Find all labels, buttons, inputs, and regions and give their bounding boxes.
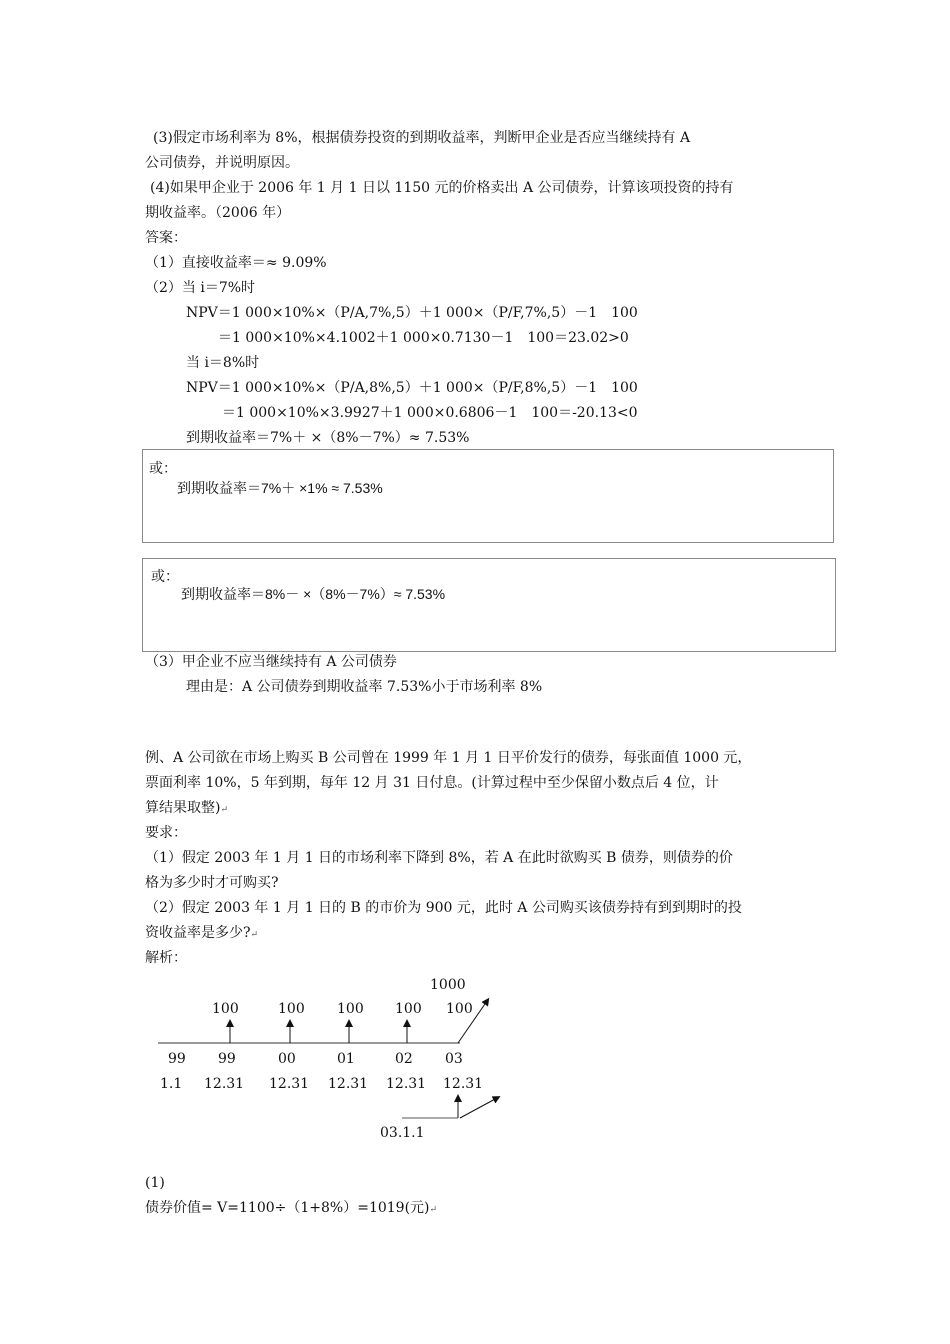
npv-8-formula: NPV＝1 000×10%×（P/A,8%,5）＋1 000×（P/F,8%,5）－1 100 [186, 380, 638, 396]
solution-1-label: (1) [145, 1175, 165, 1191]
answer-2: （2）当 i＝7%时 [145, 280, 256, 296]
requirements-label: 要求： [145, 825, 187, 841]
alt-formula-box-2 [142, 558, 836, 652]
question-4-cont: 期收益率。（2006 年） [145, 205, 291, 221]
year-label: 02 [395, 1051, 413, 1067]
example-line-1: 例、A 公司欲在市场上购买 B 公司曾在 1999 年 1 月 1 日平价发行的债券，每张面值 1000 元， [145, 750, 752, 766]
requirement-1: （1）假定 2003 年 1 月 1 日的市场利率下降到 8%，若 A 在此时欲购买 B 债券，则债券的价 [145, 850, 733, 866]
ytm-alt-formula-1: 到期收益率＝7%＋ ×1% ≈ 7.53% [177, 480, 383, 496]
question-3: (3)假定市场利率为 8%，根据债券投资的到期收益率，判断甲企业是否应当继续持有 A [153, 130, 691, 146]
purchase-arrow-2 [460, 1098, 497, 1118]
coupon-label: 100 [278, 1001, 305, 1017]
coupon-label: 100 [446, 1001, 473, 1017]
date-label: 12.31 [269, 1076, 310, 1092]
rate-8-label: 当 i＝8%时 [186, 355, 260, 371]
requirement-1-cont: 格为多少时才可购买? [145, 875, 279, 891]
requirement-2: （2）假定 2003 年 1 月 1 日的 B 的市价为 900 元，此时 A 公司购买该债券持有到到期时的投 [145, 900, 742, 916]
date-label: 12.31 [386, 1076, 427, 1092]
date-label: 12.31 [328, 1076, 369, 1092]
coupon-label: 100 [212, 1001, 239, 1017]
question-3-cont: 公司债券，并说明原因。 [145, 155, 299, 171]
example-line-3: 算结果取整)↵ [145, 800, 229, 816]
year-label: 01 [337, 1051, 355, 1067]
npv-8-result: ＝1 000×10%×3.9927＋1 000×0.6806－1 100＝-20.13<0 [222, 405, 638, 421]
or-label: 或： [149, 460, 177, 476]
analysis-label: 解析： [145, 950, 187, 966]
coupon-label: 100 [395, 1001, 422, 1017]
example-line-2: 票面利率 10%，5 年到期，每年 12 月 31 日付息。(计算过程中至少保留小数点后 4 位，计 [145, 775, 719, 791]
year-label: 00 [278, 1051, 296, 1067]
year-label: 03 [445, 1051, 463, 1067]
solution-1-value: 债券价值= V=1100÷（1+8%）=1019(元)↵ [145, 1200, 438, 1216]
date-label: 1.1 [160, 1076, 183, 1092]
answer-label: 答案： [145, 230, 187, 246]
date-label: 12.31 [443, 1076, 484, 1092]
npv-7-result: ＝1 000×10%×4.1002＋1 000×0.7130－1 100＝23.02>0 [218, 330, 629, 346]
requirement-2-cont: 资收益率是多少?↵ [145, 925, 259, 941]
answer-1: （1）直接收益率＝≈ 9.09% [145, 255, 327, 271]
purchase-date-label: 03.1.1 [380, 1125, 425, 1141]
coupon-label: 100 [337, 1001, 364, 1017]
year-label: 99 [168, 1051, 186, 1067]
answer-3: （3）甲企业不应当继续持有 A 公司债券 [145, 654, 397, 670]
npv-7-formula: NPV＝1 000×10%×（P/A,7%,5）＋1 000×（P/F,7%,5）－1 100 [186, 305, 638, 321]
answer-3-reason: 理由是：A 公司债券到期收益率 7.53%小于市场利率 8% [186, 679, 543, 695]
or-label: 或： [151, 568, 179, 584]
question-4: (4)如果甲企业于 2006 年 1 月 1 日以 1150 元的价格卖出 A 公司债券，计算该项投资的持有 [150, 180, 734, 196]
principal-label: 1000 [430, 977, 466, 993]
date-label: 12.31 [204, 1076, 245, 1092]
ytm-alt-formula-2: 到期收益率＝8%－ ×（8%－7%）≈ 7.53% [181, 586, 446, 602]
cashflow-timeline [140, 968, 540, 1158]
alt-formula-box-1 [142, 449, 834, 543]
year-label: 99 [218, 1051, 236, 1067]
ytm-formula: 到期收益率＝7%＋ ×（8%－7%）≈ 7.53% [186, 430, 470, 446]
